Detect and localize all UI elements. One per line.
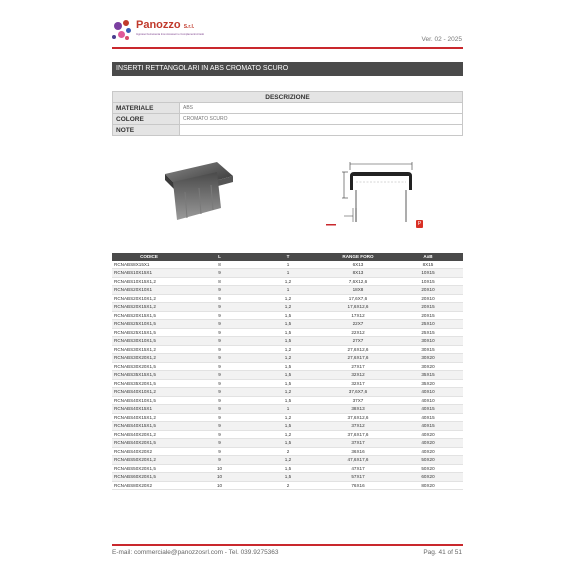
- cell-range: 37X12: [323, 422, 393, 431]
- table-row: [112, 362, 463, 371]
- cell-t: 1,5: [253, 337, 323, 346]
- cell-l: 9: [186, 456, 253, 465]
- cell-axb: 35X15: [393, 371, 463, 380]
- cell-l: 10: [186, 473, 253, 482]
- column-header-l: L: [186, 253, 253, 261]
- table-row: [112, 328, 463, 337]
- cell-axb: 30X10: [393, 337, 463, 346]
- cell-t: 1: [253, 286, 323, 295]
- table-row: [112, 464, 463, 473]
- cell-l: 9: [186, 337, 253, 346]
- product-photo: [155, 152, 240, 227]
- cell-l: 10: [186, 464, 253, 473]
- table-row: [112, 286, 463, 295]
- footer-divider: [112, 544, 463, 546]
- table-row: [112, 405, 463, 414]
- cell-range: 27,6X12,6: [323, 345, 393, 354]
- cell-axb: 40X15: [393, 413, 463, 422]
- cell-l: 8: [186, 277, 253, 286]
- cell-range: 37X17: [323, 439, 393, 448]
- cell-axb: 25X15: [393, 328, 463, 337]
- cell-range: 38X13: [323, 405, 393, 414]
- cell-t: 2: [253, 447, 323, 456]
- cell-code: RCNABS20X10X1: [112, 286, 186, 295]
- cell-l: 9: [186, 405, 253, 414]
- cell-l: 9: [186, 320, 253, 329]
- cell-code: RCNABS35X20X1,5: [112, 379, 186, 388]
- cell-l: 10: [186, 481, 253, 490]
- table-row: [112, 345, 463, 354]
- cell-l: 9: [186, 413, 253, 422]
- cell-axb: 30X20: [393, 362, 463, 371]
- table-row: [112, 379, 463, 388]
- cell-range: 17X12: [323, 311, 393, 320]
- cell-code: RCNABS50X20X1,5: [112, 464, 186, 473]
- cell-code: RCNABS40X10X1,5: [112, 396, 186, 405]
- cell-t: 1,2: [253, 294, 323, 303]
- cell-code: RCNABS80X20X2: [112, 481, 186, 490]
- table-row: [112, 422, 463, 431]
- table-row: [112, 311, 463, 320]
- cell-range: 57X17: [323, 473, 393, 482]
- cell-t: 1: [253, 269, 323, 278]
- cell-range: 17,6X7,6: [323, 294, 393, 303]
- cell-t: 1,5: [253, 362, 323, 371]
- cell-l: 9: [186, 388, 253, 397]
- cell-t: 1,2: [253, 277, 323, 286]
- cell-code: RCNABS40X15X1,5: [112, 422, 186, 431]
- table-row: [112, 473, 463, 482]
- cell-l: 9: [186, 294, 253, 303]
- cell-axb: 40X20: [393, 439, 463, 448]
- cell-range: 17,6X12,6: [323, 303, 393, 312]
- cell-range: 37X7: [323, 396, 393, 405]
- cell-code: RCNABS10X15X1,2: [112, 277, 186, 286]
- logo-tagline: Ingrosso Ferramenta Inox Accessori e Complementi Arredo: [136, 33, 205, 36]
- cell-code: RCNABS40X20X2: [112, 447, 186, 456]
- cell-axb: 20X10: [393, 286, 463, 295]
- product-table-body: [112, 261, 463, 490]
- description-heading: DESCRIZIONE: [113, 92, 463, 103]
- cell-axb: 35X20: [393, 379, 463, 388]
- cell-l: 9: [186, 328, 253, 337]
- cell-axb: 20X15: [393, 311, 463, 320]
- cell-t: 1,5: [253, 379, 323, 388]
- cell-range: 47X17: [323, 464, 393, 473]
- cell-axb: 20X10: [393, 294, 463, 303]
- product-table: [112, 253, 463, 490]
- cell-range: 22X12: [323, 328, 393, 337]
- cell-range: 47,6X17,6: [323, 456, 393, 465]
- cell-range: 8X13: [323, 269, 393, 278]
- cell-axb: 50X20: [393, 464, 463, 473]
- table-row: [112, 396, 463, 405]
- cell-t: 1,2: [253, 430, 323, 439]
- table-row: [112, 269, 463, 278]
- cell-code: RCNABS40X20X1,5: [112, 439, 186, 448]
- cell-l: 9: [186, 379, 253, 388]
- cell-l: 9: [186, 362, 253, 371]
- table-row: [112, 261, 463, 269]
- logo-name: Panozzo S.r.l.: [136, 19, 195, 31]
- cell-code: RCNABS30X15X1,2: [112, 345, 186, 354]
- cell-range: 27X17: [323, 362, 393, 371]
- table-row: [112, 303, 463, 312]
- cell-code: RCNABS30X20X1,2: [112, 354, 186, 363]
- cell-t: 1: [253, 261, 323, 269]
- cell-range: 76X16: [323, 481, 393, 490]
- table-row: [112, 277, 463, 286]
- table-row: [112, 354, 463, 363]
- table-row: [112, 456, 463, 465]
- cell-range: 32X12: [323, 371, 393, 380]
- cell-range: 27,6X17,6: [323, 354, 393, 363]
- header-divider: [112, 47, 463, 49]
- cell-t: 1,5: [253, 396, 323, 405]
- cell-axb: 60X20: [393, 473, 463, 482]
- company-logo: [112, 16, 232, 46]
- material-label: MATERIALE: [113, 103, 180, 114]
- cell-code: RCNABS40X15X1,2: [112, 413, 186, 422]
- cell-t: 1,2: [253, 456, 323, 465]
- table-row: [112, 413, 463, 422]
- description-table: [112, 91, 463, 136]
- cell-code: RCNABS25X10X1,5: [112, 320, 186, 329]
- cell-axb: 40X20: [393, 430, 463, 439]
- cell-range: 7,6X12,6: [323, 277, 393, 286]
- cell-code: RCNABS20X15X1,5: [112, 311, 186, 320]
- cell-axb: 30X15: [393, 345, 463, 354]
- cell-t: 1,2: [253, 345, 323, 354]
- cell-l: 9: [186, 371, 253, 380]
- cell-t: 1,2: [253, 354, 323, 363]
- cell-l: 9: [186, 430, 253, 439]
- cell-l: 9: [186, 345, 253, 354]
- cell-t: 1,5: [253, 328, 323, 337]
- color-value: CROMATO SCURO: [180, 114, 463, 125]
- cell-code: RCNABS35X15X1,5: [112, 371, 186, 380]
- cell-code: RCNABS50X20X1,2: [112, 456, 186, 465]
- page-number: Pag. 41 of 51: [423, 549, 462, 556]
- cell-t: 1,5: [253, 473, 323, 482]
- cell-code: RCNABS60X20X1,5: [112, 473, 186, 482]
- table-row: [112, 447, 463, 456]
- column-header-axb: AxB: [393, 253, 463, 261]
- cell-range: 37,6X17,6: [323, 430, 393, 439]
- cell-t: 1,2: [253, 413, 323, 422]
- cell-l: 9: [186, 447, 253, 456]
- cell-axb: 20X15: [393, 303, 463, 312]
- logo-mark: [112, 18, 134, 44]
- note-label: NOTE: [113, 125, 180, 136]
- cell-range: 36X16: [323, 447, 393, 456]
- cell-code: RCNABS40X15X1: [112, 405, 186, 414]
- cell-code: RCNABS30X10X1,5: [112, 337, 186, 346]
- cell-l: 9: [186, 269, 253, 278]
- cell-l: 9: [186, 354, 253, 363]
- note-value: [180, 125, 463, 136]
- cell-range: 32X17: [323, 379, 393, 388]
- cell-range: 37,6X7,6: [323, 388, 393, 397]
- cell-code: RCNABS8X15X1: [112, 261, 186, 269]
- cell-t: 1,5: [253, 464, 323, 473]
- cell-axb: 40X15: [393, 405, 463, 414]
- cell-t: 1,2: [253, 303, 323, 312]
- cell-l: 9: [186, 439, 253, 448]
- cell-axb: 40X10: [393, 396, 463, 405]
- cell-l: 9: [186, 286, 253, 295]
- cell-t: 2: [253, 481, 323, 490]
- cell-code: RCNABS40X10X1,2: [112, 388, 186, 397]
- cell-axb: 10X15: [393, 269, 463, 278]
- table-row: [112, 481, 463, 490]
- cell-code: RCNABS20X15X1,2: [112, 303, 186, 312]
- cell-axb: 8X15: [393, 261, 463, 269]
- cell-axb: 40X20: [393, 447, 463, 456]
- cell-l: 8: [186, 261, 253, 269]
- cell-range: 6X13: [323, 261, 393, 269]
- cell-t: 1,5: [253, 439, 323, 448]
- table-row: [112, 388, 463, 397]
- cell-t: 1,5: [253, 311, 323, 320]
- cell-code: RCNABS30X20X1,5: [112, 362, 186, 371]
- table-row: [112, 320, 463, 329]
- pdf-download-icon[interactable]: P: [417, 221, 422, 227]
- table-row: [112, 371, 463, 380]
- cell-code: RCNABS20X10X1,2: [112, 294, 186, 303]
- column-header-code: CODICE: [112, 253, 186, 261]
- cell-l: 9: [186, 303, 253, 312]
- footer-contact: E-mail: commerciale@panozzosrl.com - Tel. 039.9275363: [112, 549, 279, 556]
- cell-axb: 50X20: [393, 456, 463, 465]
- version-label: Ver. 02 - 2025: [421, 36, 462, 43]
- table-row: [112, 337, 463, 346]
- column-header-range: RANGE FORO: [323, 253, 393, 261]
- cell-t: 1,5: [253, 422, 323, 431]
- cell-l: 9: [186, 422, 253, 431]
- cell-t: 1,5: [253, 320, 323, 329]
- cell-range: 37,6X12,6: [323, 413, 393, 422]
- column-header-t: T: [253, 253, 323, 261]
- color-label: COLORE: [113, 114, 180, 125]
- section-title: INSERTI RETTANGOLARI IN ABS CROMATO SCURO: [112, 62, 463, 76]
- cell-axb: 30X20: [393, 354, 463, 363]
- material-value: ABS: [180, 103, 463, 114]
- cell-l: 9: [186, 396, 253, 405]
- cell-axb: 25X10: [393, 320, 463, 329]
- cell-t: 1,5: [253, 371, 323, 380]
- table-row: [112, 439, 463, 448]
- cell-axb: 40X15: [393, 422, 463, 431]
- cell-code: RCNABS10X15X1: [112, 269, 186, 278]
- table-row: [112, 430, 463, 439]
- cell-code: RCNABS25X15X1,5: [112, 328, 186, 337]
- cell-range: 22X7: [323, 320, 393, 329]
- cell-axb: 80X20: [393, 481, 463, 490]
- cell-t: 1,2: [253, 388, 323, 397]
- cell-axb: 10X15: [393, 277, 463, 286]
- cell-axb: 40X10: [393, 388, 463, 397]
- cell-range: 27X7: [323, 337, 393, 346]
- cell-l: 9: [186, 311, 253, 320]
- cell-range: 18X8: [323, 286, 393, 295]
- cell-t: 1: [253, 405, 323, 414]
- table-row: [112, 294, 463, 303]
- cell-code: RCNABS40X20X1,2: [112, 430, 186, 439]
